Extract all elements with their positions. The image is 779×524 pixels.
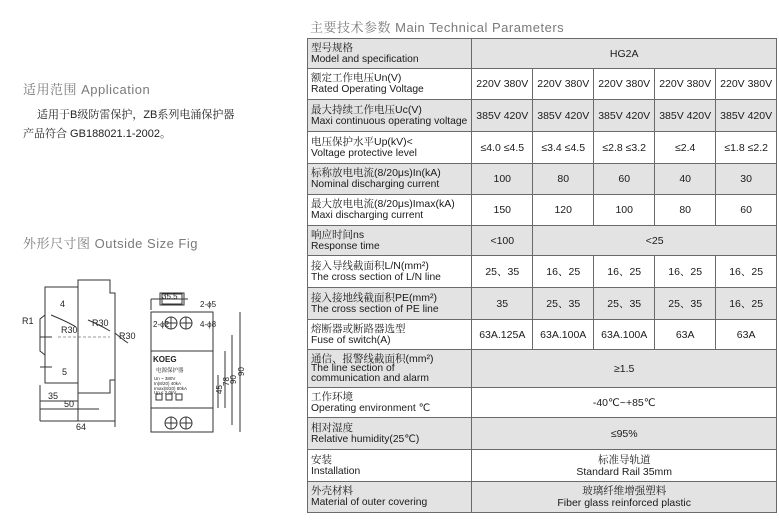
row-label: 熔断器或断路器选型 Fuse of switch(A) xyxy=(308,320,472,350)
table-cell: 63A.100A xyxy=(594,320,655,350)
table-row xyxy=(308,482,777,513)
row-label: 型号规格 Model and specification xyxy=(308,39,472,69)
dim-r30-a: R30 xyxy=(61,325,78,335)
row-label: 接入导线截面积L/N(mm²) The cross section of L/N line xyxy=(308,256,472,288)
table-cell: <100 xyxy=(472,226,533,256)
table-cell: ≤2.8 ≤3.2 xyxy=(594,132,655,164)
dim-90-a: 90 xyxy=(229,375,238,384)
dim-50: 50 xyxy=(64,399,75,409)
row-label: 响应时间ns Response time xyxy=(308,226,472,256)
spec-line-3: Imax(8/20) 80kA xyxy=(154,386,188,391)
table-cell: 150 xyxy=(472,195,533,226)
table-cell: 16、25 xyxy=(716,256,777,288)
dim-r1: R1 xyxy=(22,316,34,326)
front-view-drawing xyxy=(148,290,248,438)
application-line-2: 产品符合 GB188021.1-2002。 xyxy=(23,128,171,140)
table-cell: ≤95% xyxy=(472,418,777,450)
table-cell: 385V 420V xyxy=(655,100,716,132)
table-cell: 220V 380V xyxy=(594,69,655,100)
spec-line-2: In(8/20) 40kA xyxy=(154,381,182,386)
row-label: 工作环境 Operating environment ℃ xyxy=(308,388,472,418)
table-cell: <25 xyxy=(533,226,777,256)
table-cell: 100 xyxy=(472,164,533,195)
table-row xyxy=(308,418,777,450)
dim-4: 4 xyxy=(60,299,66,309)
table-cell: 25、35 xyxy=(594,288,655,320)
application-title: 适用范围 Application xyxy=(23,82,151,97)
table-cell: 100 xyxy=(594,195,655,226)
row-label: 额定工作电压Un(V) Rated Operating Voltage xyxy=(308,69,472,100)
main-params-table xyxy=(307,38,777,513)
table-row xyxy=(308,195,777,226)
table-row xyxy=(308,69,777,100)
dim-35-5: 35.5 xyxy=(162,292,178,301)
dim-90-b: 90 xyxy=(237,367,246,376)
table-cell: 25、35 xyxy=(533,288,594,320)
table-cell: 40 xyxy=(655,164,716,195)
table-cell: 80 xyxy=(655,195,716,226)
row-label: 安装 Installation xyxy=(308,450,472,482)
table-cell: 63A.125A xyxy=(472,320,533,350)
table-cell: 385V 420V xyxy=(472,100,533,132)
table-cell: 玻璃纤维增强塑料 Fiber glass reinforced plastic xyxy=(472,482,777,513)
table-cell: ≤2.4 xyxy=(655,132,716,164)
table-cell: ≥1.5 xyxy=(472,350,777,388)
table-cell: ≤1.8 ≤2.2 xyxy=(716,132,777,164)
dim-r30-c: R30 xyxy=(119,331,136,341)
table-cell: 63A xyxy=(716,320,777,350)
table-cell: 标准导轨道 Standard Rail 35mm xyxy=(472,450,777,482)
dim-2-phi2: 2-ϕ2 xyxy=(153,320,170,329)
dim-4-phi8: 4-ϕ8 xyxy=(200,320,217,329)
dim-78: 78 xyxy=(222,377,231,386)
application-line-1: 适用于B级防雷保护，ZB系列电涌保护器 xyxy=(37,109,235,121)
table-cell: 220V 380V xyxy=(472,69,533,100)
row-label: 通信、报警线截面积(mm²) The line section of communication and alarm xyxy=(308,350,472,388)
row-label: 标称放电电流(8/20μs)In(kA) Nominal discharging current xyxy=(308,164,472,195)
table-cell: HG2A xyxy=(472,39,777,69)
product-label: 电源保护器 xyxy=(156,368,184,374)
table-cell: 220V 380V xyxy=(716,69,777,100)
dim-45: 45 xyxy=(215,385,224,394)
table-cell: 16、25 xyxy=(594,256,655,288)
table-cell: 16、25 xyxy=(655,256,716,288)
table-cell: 25、35 xyxy=(655,288,716,320)
row-label: 外壳材料 Material of outer covering xyxy=(308,482,472,513)
table-cell: 16、25 xyxy=(716,288,777,320)
row-label: 接入接地线截面积PE(mm²) The cross section of PE line xyxy=(308,288,472,320)
table-cell: 80 xyxy=(533,164,594,195)
table-row xyxy=(308,288,777,320)
outside-size-title: 外形尺寸图 Outside Size Fig xyxy=(23,236,198,251)
table-row xyxy=(308,388,777,418)
table-cell: 385V 420V xyxy=(533,100,594,132)
table-cell: 25、35 xyxy=(472,256,533,288)
dim-5: 5 xyxy=(62,367,68,377)
table-cell: 63A.100A xyxy=(533,320,594,350)
main-params-title: 主要技术参数 Main Technical Parameters xyxy=(310,20,565,35)
table-cell: 385V 420V xyxy=(594,100,655,132)
table-row xyxy=(308,39,777,69)
table-row xyxy=(308,350,777,388)
table-row xyxy=(308,100,777,132)
table-row xyxy=(308,226,777,256)
table-row xyxy=(308,450,777,482)
table-cell: 220V 380V xyxy=(655,69,716,100)
side-view-drawing xyxy=(18,275,153,435)
table-cell: ≤4.0 ≤4.5 xyxy=(472,132,533,164)
table-cell: -40℃~+85℃ xyxy=(472,388,777,418)
spec-line-1: Un ~ 380V xyxy=(154,376,176,381)
table-cell: 220V 380V xyxy=(533,69,594,100)
table-cell: 63A xyxy=(655,320,716,350)
row-label: 电压保护水平Up(kV)< Voltage protective level xyxy=(308,132,472,164)
table-cell: 60 xyxy=(594,164,655,195)
row-label: 相对湿度 Relative humidity(25℃) xyxy=(308,418,472,450)
dim-35: 35 xyxy=(48,391,59,401)
table-cell: 385V 420V xyxy=(716,100,777,132)
table-cell: 16、25 xyxy=(533,256,594,288)
spec-line-4: Up ≤ 2.0kV xyxy=(154,390,177,395)
dim-64: 64 xyxy=(76,422,87,432)
table-cell: 120 xyxy=(533,195,594,226)
dim-r30-b: R30 xyxy=(92,318,109,328)
table-row xyxy=(308,164,777,195)
table-cell: 35 xyxy=(472,288,533,320)
table-cell: 30 xyxy=(716,164,777,195)
row-label: 最大持续工作电压Uc(V) Maxi continuous operating voltage xyxy=(308,100,472,132)
table-row xyxy=(308,320,777,350)
row-label: 最大放电电流(8/20μs)Imax(kA) Maxi discharging current xyxy=(308,195,472,226)
brand-label: KOEG xyxy=(153,355,177,364)
table-row xyxy=(308,256,777,288)
table-cell: 60 xyxy=(716,195,777,226)
dim-2-phi5: 2-ϕ5 xyxy=(200,300,217,309)
table-cell: ≤3.4 ≤4.5 xyxy=(533,132,594,164)
table-row xyxy=(308,132,777,164)
